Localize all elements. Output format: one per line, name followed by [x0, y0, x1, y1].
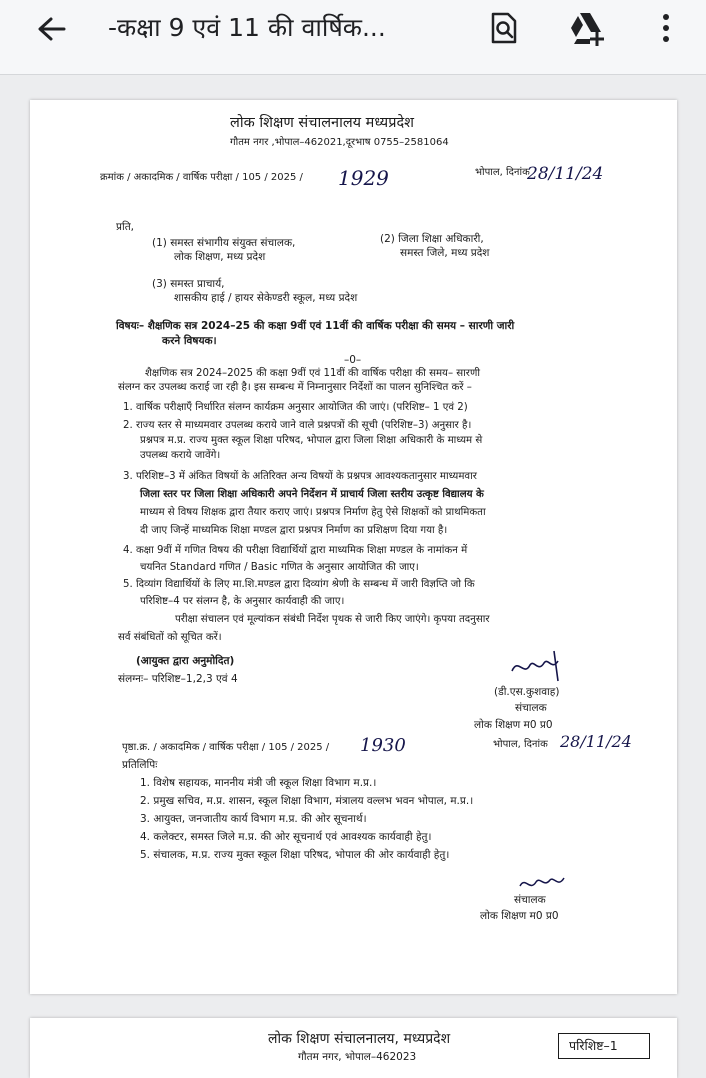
annexure-badge-label: परिशिष्ट–1 — [569, 1038, 618, 1053]
instruction-3-line-4: दी जाए जिन्हें माध्यमिक शिक्षा मण्डल द्वारा प्रश्नपत्र निर्माण का प्रशिक्षण दिया गया है। — [140, 525, 448, 536]
intro-line-2: संलग्न कर उपलब्ध कराई जा रही है। इस सम्बन्ध में निम्नानुसार निर्देशों का पालन सुनिश्चित करें – — [118, 382, 472, 393]
copy-reference-number: पृष्ठा.क्र. / अकादमिक / वार्षिक परीक्षा / 105 / 2025 / — [122, 742, 330, 753]
instruction-5-line-1: 5. दिव्यांग विद्यार्थियों के लिए मा.शि.मण्डल द्वारा दिव्यांग श्रेणी के सम्बन्ध में जारी विज्ञप्ति जो कि — [123, 579, 475, 590]
copy-recipient-1: 1. विशेष सहायक, माननीय मंत्री जी स्कूल शिक्षा विभाग म.प्र.। — [140, 777, 377, 789]
office-heading: लोक शिक्षण संचालनालय मध्यप्रदेश — [230, 115, 415, 131]
recipient-3-line-2: शासकीय हाई / हायर सेकेण्डरी स्कूल, मध्य प्रदेश — [174, 292, 358, 304]
to-label: प्रति, — [116, 221, 135, 233]
copy-reference-handwritten: 1930 — [360, 735, 406, 756]
signature-1 — [508, 647, 578, 683]
add-to-drive-icon[interactable] — [566, 8, 606, 48]
reference-number-handwritten: 1929 — [338, 166, 389, 190]
date-handwritten: 28/11/24 — [527, 164, 604, 184]
back-arrow-icon[interactable] — [30, 8, 74, 52]
recipient-1-line-1: (1) समस्त संभागीय संयुक्त संचालक, — [152, 237, 296, 249]
document-page-2 — [30, 1018, 677, 1078]
recipient-1-line-2: लोक शिक्षण, मध्य प्रदेश — [174, 251, 266, 263]
instruction-2-line-2: प्रश्नपत्र म.प्र. राज्य मुक्त स्कूल शिक्षा परिषद, भोपाल द्वारा जिला शिक्षा अधिकारी के माध्यम से — [140, 435, 483, 446]
instruction-3-line-2: जिला स्तर पर जिला शिक्षा अधिकारी अपने निर्देशन में प्राचार्य जिला स्तरीय उत्कृष्ट विद्यालय के — [140, 489, 484, 500]
intro-line-1: शैक्षणिक सत्र 2024–2025 की कक्षा 9वीं एवं 11वीं की वार्षिक परीक्षा की समय– सारणी — [145, 368, 480, 379]
separator: –0– — [344, 354, 362, 366]
place-date-label-2: भोपाल, दिनांक — [493, 739, 548, 750]
closing-line-2: सर्व संबंधितों को सूचित करें। — [118, 632, 222, 643]
annexure-badge — [558, 1033, 650, 1059]
signature-2 — [516, 868, 576, 896]
reference-number: क्रमांक / अकादमिक / वार्षिक परीक्षा / 105 / 2025 / — [100, 172, 303, 183]
page-2-office-heading: लोक शिक्षण संचालनालय, मध्यप्रदेश — [268, 1031, 451, 1047]
instruction-2-line-1: 2. राज्य स्तर से माध्यमवार उपलब्ध कराये जाने वाले प्रश्नपत्रों की सूची (परिशिष्ट–3) अनुसार है। — [123, 420, 472, 431]
signatory-office: लोक शिक्षण म0 प्र0 — [474, 719, 553, 731]
instruction-3-line-1: 3. परिशिष्ट–3 में अंकित विषयों के अतिरिक्त अन्य विषयों के प्रश्नपत्र आवश्यकतानुसार माध्यमवार — [123, 471, 477, 482]
subject-line-1: विषयः– शैक्षणिक सत्र 2024–25 की कक्षा 9वीं एवं 11वीं की वार्षिक परीक्षा की समय – सारणी जारी — [116, 320, 515, 332]
recipient-2-line-2: समस्त जिले, मध्य प्रदेश — [400, 247, 490, 259]
office-address: गौतम नगर ,भोपाल–462021,दूरभाष 0755–2581064 — [230, 137, 449, 148]
copy-recipient-2: 2. प्रमुख सचिव, म.प्र. शासन, स्कूल शिक्षा विभाग, मंत्रालय वल्लभ भवन भोपाल, म.प्र.। — [140, 795, 474, 807]
instruction-3-line-3: माध्यम से विषय शिक्षक द्वारा तैयार कराए जाएं। प्रश्नपत्र निर्माण हेतु ऐसे शिक्षकों को प्राथमिकता — [140, 507, 486, 518]
page-2-address: गौतम नगर, भोपाल–462023 — [298, 1051, 417, 1063]
subject-line-2: करने विषयक। — [162, 335, 217, 347]
app-bar — [0, 0, 706, 75]
recipient-3-line-1: (3) समस्त प्राचार्य, — [152, 278, 225, 290]
signatory-office-2: लोक शिक्षण म0 प्र0 — [480, 910, 559, 922]
signatory-name: (डी.एस.कुशवाह) — [494, 686, 560, 698]
signatory-title: संचालक — [515, 702, 547, 714]
instruction-4-line-2: चयनित Standard गणित / Basic गणित के अनुसार आयोजित की जाए। — [140, 562, 419, 573]
copy-recipient-5: 5. संचालक, म.प्र. राज्य मुक्त स्कूल शिक्षा परिषद, भोपाल की ओर कार्यवाही हेतु। — [140, 849, 450, 861]
attachments: संलग्नः– परिशिष्ट–1,2,3 एवं 4 — [118, 673, 238, 685]
approval-note: (आयुक्त द्वारा अनुमोदित) — [136, 655, 235, 667]
instruction-1: 1. वार्षिक परीक्षाएँ निर्धारित संलग्न कार्यक्रम अनुसार आयोजित की जाएं। (परिशिष्ट– 1 एवं 2) — [123, 402, 468, 413]
date-handwritten-2: 28/11/24 — [560, 732, 632, 751]
more-vert-icon[interactable] — [646, 8, 686, 48]
copy-recipient-3: 3. आयुक्त, जनजातीय कार्य विभाग म.प्र. की ओर सूचनार्थ। — [140, 813, 367, 825]
copy-to-label: प्रतिलिपिः — [122, 759, 158, 771]
place-date-label: भोपाल, दिनांक — [475, 167, 530, 178]
instruction-2-line-3: उपलब्ध कराये जावेंगे। — [140, 450, 221, 461]
instruction-4-line-1: 4. कक्षा 9वीं में गणित विषय की परीक्षा विद्यार्थियों द्वारा माध्यमिक शिक्षा मण्डल के नामांकन में — [123, 545, 468, 556]
search-in-document-icon[interactable] — [484, 8, 524, 48]
closing-line-1: परीक्षा संचालन एवं मूल्यांकन संबंधी निर्देश पृथक से जारी किए जाएंगे। कृपया तदनुसार — [175, 614, 490, 625]
instruction-5-line-2: परिशिष्ट–4 पर संलग्न है, के अनुसार कार्यवाही की जाए। — [140, 596, 345, 607]
signatory-title-2: संचालक — [514, 894, 546, 906]
document-page-1 — [30, 100, 677, 994]
recipient-2-line-1: (2) जिला शिक्षा अधिकारी, — [380, 233, 484, 245]
document-title: -कक्षा 9 एवं 11 की वार्षिक... — [108, 13, 386, 42]
copy-recipient-4: 4. कलेक्टर, समस्त जिले म.प्र. की ओर सूचनार्थ एवं आवश्यक कार्यवाही हेतु। — [140, 831, 432, 843]
